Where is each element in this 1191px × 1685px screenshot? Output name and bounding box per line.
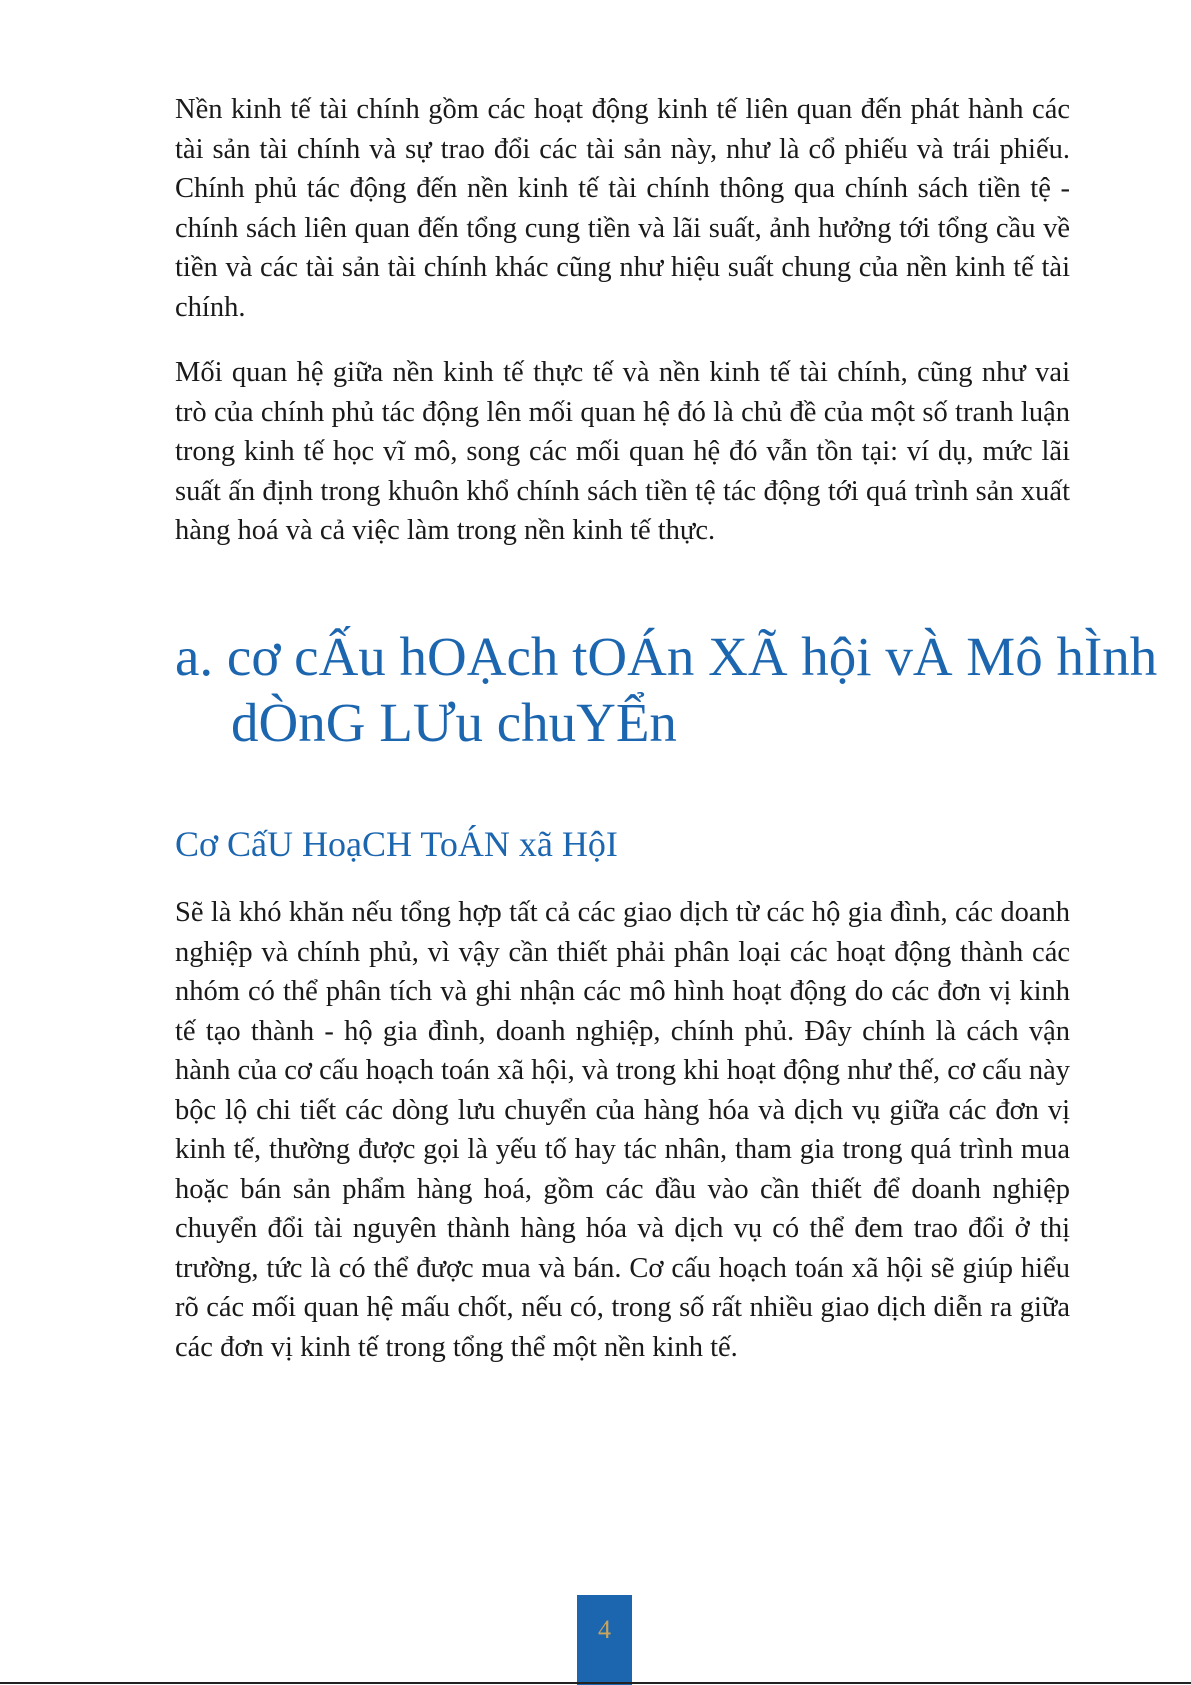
page-number: 4 (598, 1615, 611, 1644)
body-paragraph-1: Nền kinh tế tài chính gồm các hoạt động kinh tế liên quan đến phát hành các tài sản tài chính và sự trao đổi các tài sản này, như là cổ phiếu và trái phiếu. Chính phủ tác động đến nền kinh tế tài chính thông qua chính sách tiền tệ - chính sách liên quan đến tổng cung tiền và lãi suất, ảnh hưởng tới tổng cầu về tiền và các tài sản tài chính khác cũng như hiệu suất chung của nền kinh tế tài chính. (175, 94, 1070, 323)
body-paragraph-2: Mối quan hệ giữa nền kinh tế thực tế và nền kinh tế tài chính, cũng như vai trò của chính phủ tác động lên mối quan hệ đó là chủ đề của một số tranh luận trong kinh tế học vĩ mô, song các mối quan hệ đó vẫn tồn tại: ví dụ, mức lãi suất ấn định trong khuôn khổ chính sách tiền tệ tác động tới quá trình sản xuất hàng hoá và cả việc làm trong nền kinh tế thực. (175, 357, 1070, 546)
subsection-heading: Cơ CấU HoạCH ToÁN xã HộI (175, 824, 618, 864)
section-heading-line-2: dÒnG LƯu chuYỂn (231, 692, 677, 753)
section-text-block (175, 893, 1070, 1393)
section-paragraph: Sẽ là khó khăn nếu tổng hợp tất cả các giao dịch từ các hộ gia đình, các doanh nghiệp và chính phủ, vì vậy cần thiết phải phân loại các hoạt động thành các nhóm có thể phân tích và ghi nhận các mô hình hoạt động do các đơn vị kinh tế tạo thành - hộ gia đình, doanh nghiệp, chính phủ. Đây chính là cách vận hành của cơ cấu hoạch toán xã hội, và trong khi hoạt động như thế, cơ cấu này bộc lộ chi tiết các dòng lưu chuyển của hàng hóa và dịch vụ giữa các đơn vị kinh tế, thường được gọi là yếu tố hay tác nhân, tham gia trong quá trình mua hoặc bán sản phẩm hàng hoá, gồm các đầu vào cần thiết để doanh nghiệp chuyển đổi tài nguyên thành hàng hóa và dịch vụ có thể đem trao đổi ở thị trường, tức là có thể được mua và bán. Cơ cấu hoạch toán xã hội sẽ giúp hiểu rõ các mối quan hệ mấu chốt, nếu có, trong số rất nhiều giao dịch diễn ra giữa các đơn vị kinh tế trong tổng thể một nền kinh tế. (175, 897, 1070, 1363)
intro-text-block (175, 90, 1070, 577)
section-heading (175, 624, 1191, 756)
footer-divider (0, 1682, 1191, 1684)
section-heading-line-1: a. cơ cẤu hOẠch tOÁn XÃ hội vÀ Mô hÌnh (175, 626, 1158, 687)
